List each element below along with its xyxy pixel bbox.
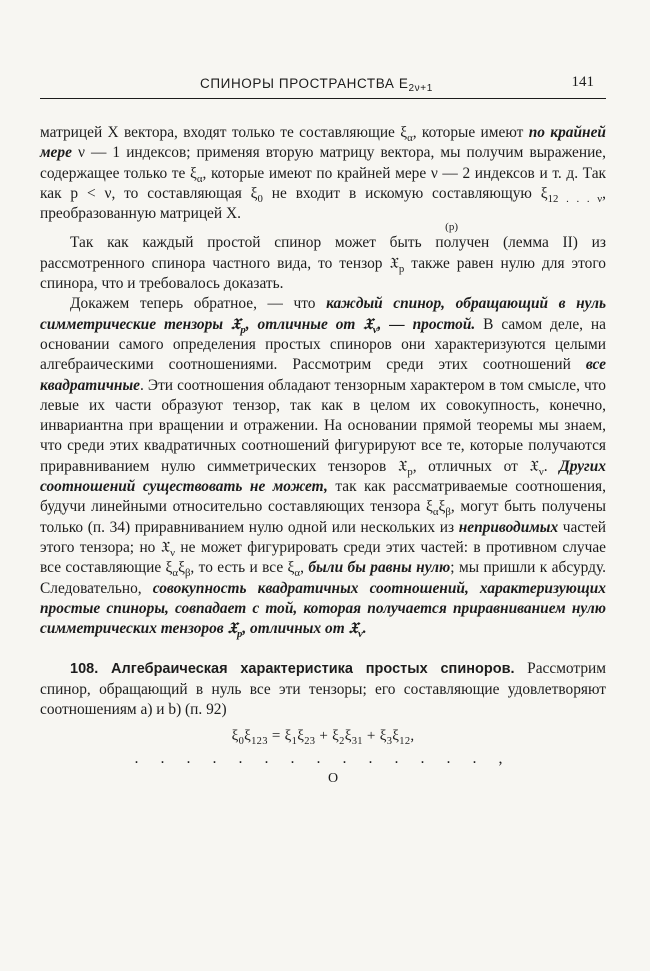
subscript: β [445, 506, 451, 519]
text-run: ν — 1 индексов; применяя вторую матрицу вектора, мы получим выражение, содержащее только те ξ [40, 144, 606, 182]
book-page [40, 68, 606, 789]
paragraph-1 [40, 123, 606, 224]
text-run: , [410, 728, 415, 745]
text-run: неприводимых [458, 518, 559, 536]
text-run: ξ [392, 728, 400, 745]
text-run: , [300, 559, 309, 577]
subscript: β [184, 567, 191, 580]
subscript: α [294, 567, 301, 580]
subscript: 1 [291, 736, 298, 748]
subscript: ν [538, 465, 544, 478]
subscript: α [196, 172, 203, 185]
text-run: по крайней мере [40, 124, 606, 162]
subscript: p [240, 323, 246, 336]
text-run: , которые имеют по крайней мере ν — 2 индексов и т. д. Так как p < ν, то составляющая ξ [40, 164, 607, 202]
text-run: также равен нулю для этого спинора, что и требовалось доказать. [40, 254, 606, 293]
subscript: 31 [351, 736, 363, 748]
text-run: , отличных от 𝔛 [242, 620, 358, 638]
text-run: все квадратичные [40, 356, 606, 394]
text-run: Докажем теперь обратное, — что [70, 295, 327, 313]
subscript: 23 [304, 736, 316, 748]
paragraph-3 [40, 294, 606, 639]
text-run: ξ [344, 728, 352, 745]
subscript: p [407, 465, 413, 478]
subscript: 12 . . . ν [547, 192, 603, 205]
text-run: ξ [178, 559, 185, 577]
page-header [40, 68, 606, 99]
paragraph-2 [40, 233, 606, 294]
subscript: ν [357, 628, 363, 641]
text-run: , — простой. [377, 315, 476, 333]
text-run: В самом деле, на основании самого определения простых спиноров они характеризуются целыми алгебраическими соотношениями. Рассмотрим среди этих соотношений [40, 315, 606, 374]
formula-dots: . . . . . . . . . . . . . . , [134, 749, 512, 767]
text-run: так как рассматриваемые соотношения, будучи линейными относительно составляющих тензора ξ [40, 478, 606, 516]
section-title: 108. Алгебраическая характеристика простых спиноров. [70, 661, 515, 678]
text-run: каждый спинор, обращающий в нуль симметрические тензоры 𝔛 [40, 295, 606, 333]
subscript: 12 [399, 736, 411, 748]
text-run: ; мы пришли к абсурду. Следовательно, [40, 559, 606, 597]
text-run: не входит в искомую составляющую ξ [262, 184, 548, 202]
subscript: 0 [257, 192, 263, 205]
text-run: + ξ [315, 728, 340, 745]
text-run: , могут быть получены только (п. 34) приравниванием нулю одной или нескольких из [40, 498, 606, 536]
footer-mark: O [327, 770, 339, 786]
text-run: ξ [231, 728, 239, 745]
text-run: , отличных от 𝔛 [412, 457, 539, 475]
text-run: . Эти соотношения обладают тензорным характером в том смысле, что левые их части образуют тензор, так как в целом их совокупность, конечно, инвариантна при вращении и отражении. На основании прямой теоремы мы знаем, что среди этих квадратичных соотношений фигурируют все те, которые получаются приравниванием нулю симметрических тензоров 𝔛 [40, 376, 606, 475]
text-run: = ξ [267, 728, 292, 745]
text-run: + ξ [362, 728, 387, 745]
text-run: ξ [244, 728, 252, 745]
subscript: p [236, 628, 243, 641]
subscript: α [407, 132, 413, 145]
subscript: p [398, 262, 405, 275]
text-run: , отличные от 𝔛 [245, 315, 373, 333]
text-run: . [543, 457, 560, 475]
section-text: Рассмотрим спинор, обращающий в нуль все эти тензоры; его составляющие удовлетворяют соотношениям a) и b) (п. 92) [40, 660, 607, 719]
text-run: , преобразованную матрицей X. [40, 184, 607, 223]
text-run: , то есть и все ξ [190, 559, 295, 577]
text-run: частей этого тензора; но 𝔛 [40, 518, 607, 556]
text-run: Других соотношений существовать не может, [40, 457, 606, 496]
subscript: 2 [339, 736, 345, 748]
formula [40, 726, 606, 746]
text-run: ξ [297, 728, 305, 745]
subscript: α [432, 506, 439, 519]
text-run: . [362, 620, 367, 638]
text-run: были бы равны нулю [308, 559, 451, 577]
subscript: 123 [251, 736, 268, 748]
body-text [40, 123, 606, 789]
text-run: ξ [438, 498, 446, 516]
page-number: 141 [571, 74, 594, 90]
subscript: ν [372, 323, 378, 336]
text-run: совокупность квадратичных соотношений, характеризующих простые спиноры, совпадает с той, которая получается приравниванием нулю симметрических тензоров 𝔛 [40, 579, 606, 638]
running-title: СПИНОРЫ ПРОСТРАНСТВА $E_{2\nu+1}$ [200, 76, 433, 94]
subscript: α [172, 567, 179, 580]
p-marker: (p) [445, 221, 458, 234]
text-run: матрицей X вектора, входят только те составляющие ξ [40, 124, 408, 141]
section-108 [40, 659, 606, 720]
text-run: не может фигурировать среди этих частей: в противном случае все составляющие ξ [40, 538, 606, 577]
text-run: , которые имеют [412, 124, 529, 141]
subscript: 0 [238, 736, 245, 748]
text-run: Так как каждый простой спинор может быть получен (лемма II) из рассмотренного спинора частного вида, то тензор 𝔛 [40, 234, 606, 272]
subscript: 3 [386, 736, 393, 748]
subscript: ν [170, 547, 176, 560]
